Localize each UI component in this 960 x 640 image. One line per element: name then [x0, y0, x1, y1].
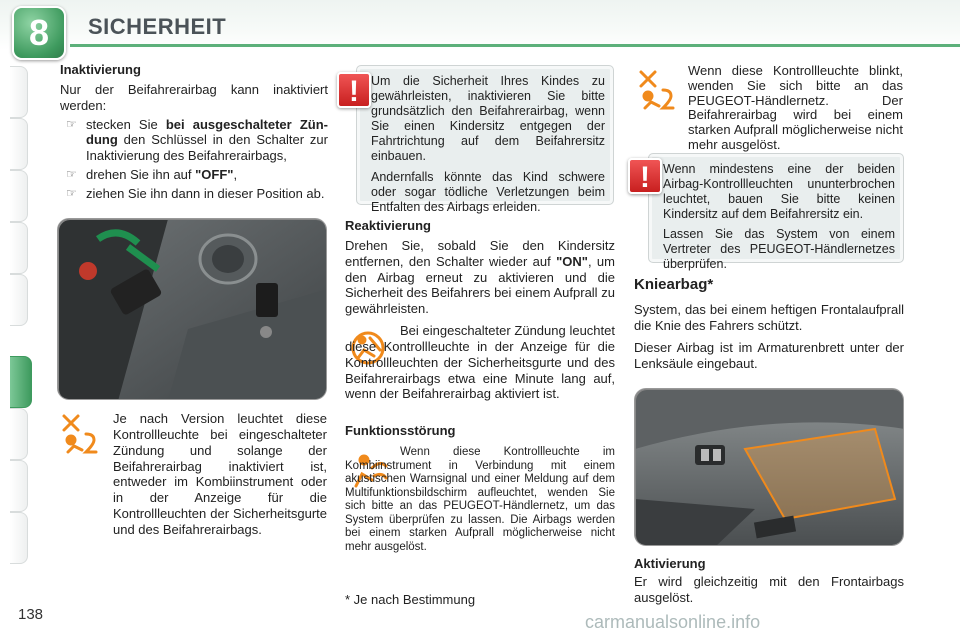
- knee-airbag-photo: [634, 388, 904, 546]
- blink-text: Wenn diese Kontrollleuchte blinkt, wenden Sie sich bitte an das PEUGEOT-Händlernetz. Der Beifahrerairbag wird bei einem starken Aufprall möglicherweise nicht mehr ausgelöst.: [688, 63, 903, 153]
- fault-text: Wenn diese Kontrollleuchte im Kombiinstrument in Verbindung mit einem akustischen Warnsignal und einer Meldung auf dem Multifunktionsbildschirm aufleuchtet, wenden Sie sich bitte an das PEUGEOT-Händlernetz, um das System überprüfen zu lassen. Die Airbags werden bei einem starken Aufprall möglicherweise nicht mehr ausgelöst.: [345, 446, 615, 553]
- knee-airbag-text: System, das bei einem heftigen Frontalaufprall die Knie des Fahrers schützt.: [634, 302, 904, 333]
- chapter-tab[interactable]: [10, 66, 28, 118]
- indicator-description: [113, 411, 327, 538]
- step-bold: bei ausgeschalteter Zündung: [86, 116, 328, 148]
- on-indicator-text: Bei eingeschalteter Zündung leuchtet diese Kontrollleuchte in der Anzeige für die Kontrollleuchten der Sicherheitsgurte und des Beifahrerairbags etwa eine Minute lang auf, wenn der Beifahrerairbag aktiviert ist.: [345, 323, 615, 402]
- chapter-tab[interactable]: [10, 460, 28, 512]
- footnote: * Je nach Bestimmung: [345, 592, 476, 607]
- chapter-tab[interactable]: [10, 274, 28, 326]
- chapter-tab-active[interactable]: [10, 356, 32, 408]
- warning-text: Um die Sicherheit Ihres Kindes zu gewährleisten, inaktivieren Sie bitte grundsätzlich den Beifahrerairbag, wenn Sie einen Kindersitz entgegen der Fahrtrichtung auf dem Beifahrersitz einbauen.: [371, 74, 605, 163]
- hand-pointer-icon: ☞: [66, 186, 77, 201]
- step-bold: "OFF": [195, 167, 234, 183]
- child-seat-warning-box: [356, 65, 614, 214]
- list-item: [60, 167, 328, 183]
- knee-airbag-heading: Kniearbag*: [634, 276, 714, 293]
- activation-text: Er wird gleichzeitig mit den Frontairbags ausgelöst.: [634, 574, 904, 605]
- passenger-airbag-switch-photo: [57, 218, 327, 400]
- chapter-badge: 8: [12, 6, 66, 60]
- airbag-off-icon: [635, 66, 679, 112]
- page-title: SICHERHEIT: [88, 14, 227, 39]
- deactivation-intro: Nur der Beifahrerairbag kann inaktiviert werden:: [60, 81, 328, 113]
- fault-heading: Funktionsstörung: [345, 423, 456, 438]
- step-text: drehen Sie ihn auf: [86, 167, 196, 183]
- reactivation-text: Drehen Sie, sobald Sie den Kindersitz entfernen, den Schalter wieder auf "ON", um den Airbag erneut zu aktivieren und die Sicherheit des Beifahrers bei einem Aufprall zu gewährleisten.: [345, 237, 615, 317]
- hand-pointer-icon: ☞: [66, 167, 77, 182]
- indicator-text: Je nach Version leuchtet diese Kontrollleuchte bei eingeschalteter Zündung und solange der Beifahrerairbag inaktiviert ist, entweder im Kombiinstrument oder in der Anzeige für die Kontrollleuchten der Sicherheitsgurte und des Beifahrerairbags.: [113, 411, 327, 538]
- deactivation-heading: Inaktivierung: [60, 62, 141, 77]
- page-number: 138: [18, 606, 44, 623]
- airbag-light-warning-box: [648, 153, 904, 271]
- deactivation-steps: [60, 117, 328, 202]
- step-text: stecken Sie: [86, 116, 166, 132]
- warning-text: Lassen Sie das System von einem Vertreter des PEUGEOT-Händlernetzes überprüfen.: [663, 227, 895, 271]
- step-text: den Schlüssel in den Schalter zur Inaktivierung des Beifahrerairbags,: [86, 132, 328, 164]
- activation-heading: Aktivierung: [634, 556, 706, 571]
- reactivation-section: [345, 218, 615, 317]
- watermark: carmanualsonline.info: [585, 612, 761, 632]
- warning-text: Andernfalls könnte das Kind schwere oder sogar tödliche Verletzungen beim Entfalten des Airbags erleiden.: [371, 170, 605, 214]
- knee-airbag-location: Dieser Airbag ist im Armaturenbrett unter der Lenksäule eingebaut.: [634, 339, 904, 371]
- exclamation-warning-icon: !: [628, 158, 662, 194]
- list-item: [60, 186, 328, 202]
- step-text: ,: [233, 167, 238, 183]
- column-1: [60, 62, 328, 202]
- header-rule: [70, 44, 960, 47]
- exclamation-warning-icon: !: [337, 72, 371, 108]
- chapter-tab[interactable]: [10, 512, 28, 564]
- chapter-tab[interactable]: [10, 170, 28, 222]
- hand-pointer-icon: ☞: [66, 116, 77, 131]
- reactivation-heading: Reaktivierung: [345, 218, 431, 233]
- airbag-off-icon: [58, 410, 102, 456]
- step-text: ziehen Sie ihn dann in dieser Position ab.: [86, 186, 325, 202]
- chapter-tab[interactable]: [10, 118, 28, 170]
- chapter-tab[interactable]: [10, 222, 28, 274]
- list-item: [60, 117, 328, 165]
- chapter-tab[interactable]: [10, 408, 28, 460]
- warning-text: Wenn mindestens eine der beiden Airbag-Kontrollleuchten ununterbrochen leuchtet, bauen Sie bitte keinen Kindersitz auf dem Beifahrersitz ein.: [663, 162, 895, 221]
- knee-airbag-section: [634, 302, 904, 371]
